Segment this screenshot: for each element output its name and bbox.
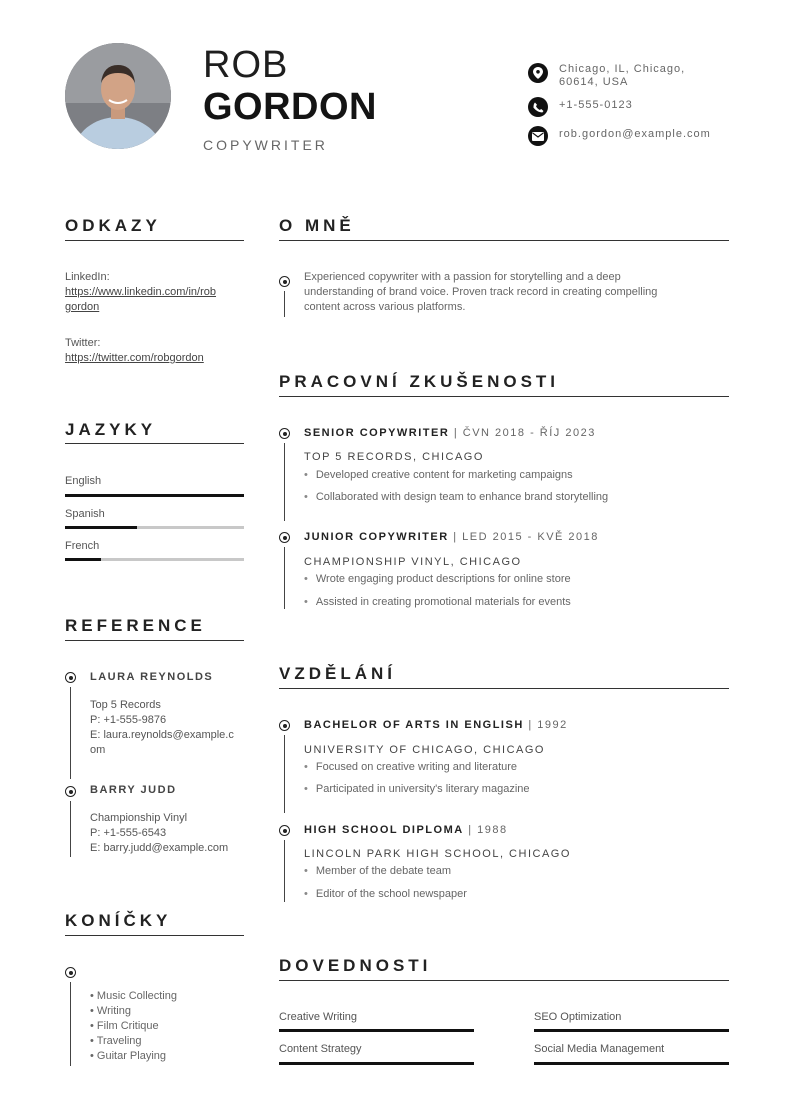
language-label: French — [65, 540, 100, 552]
contact-email — [528, 126, 724, 146]
education-bullet: • Member of the debate team — [304, 865, 451, 877]
experience-divider — [279, 396, 729, 397]
job-heading — [304, 427, 596, 439]
skill-level-fill — [279, 1062, 474, 1065]
skill-level-bar — [279, 1029, 474, 1032]
reference-details — [90, 811, 250, 856]
address-line-2: 60614, USA — [559, 76, 629, 88]
timeline-line — [284, 735, 285, 813]
job-role: SENIOR COPYWRITER — [304, 427, 450, 439]
skills-divider — [279, 980, 729, 981]
location-pin-icon — [528, 63, 548, 83]
link-linkedin — [65, 270, 245, 315]
timeline-line — [284, 840, 285, 902]
links-section-title: ODKAZY — [65, 216, 161, 235]
timeline-line — [284, 443, 285, 521]
profile-photo — [65, 43, 171, 149]
education-school: UNIVERSITY OF CHICAGO, CHICAGO — [304, 744, 545, 756]
skill-level-fill — [534, 1029, 729, 1032]
languages-divider — [65, 443, 244, 444]
reference-email-line-1: E: laura.reynolds@example.c — [90, 729, 234, 741]
job-heading — [304, 531, 599, 543]
skill-level-fill — [534, 1062, 729, 1065]
phone-number: +1-555-0123 — [559, 99, 633, 111]
about-divider — [279, 240, 729, 241]
language-label: English — [65, 475, 102, 487]
skill-level-bar — [534, 1062, 729, 1065]
job-bullet: • Developed creative content for marketing campaigns — [304, 469, 573, 481]
language-level-bar — [65, 494, 244, 497]
skills-section-title: DOVEDNOSTI — [279, 956, 432, 975]
skill-label: Content Strategy — [279, 1043, 362, 1055]
hobby-item: • Guitar Playing — [90, 1050, 166, 1062]
language-level-bar — [65, 558, 244, 561]
education-bullet: • Editor of the school newspaper — [304, 888, 467, 900]
linkedin-url-line-2[interactable]: gordon — [65, 301, 100, 313]
job-company: TOP 5 RECORDS, CHICAGO — [304, 451, 484, 463]
link-twitter — [65, 336, 245, 366]
education-divider — [279, 688, 729, 689]
about-section-title: O MNĚ — [279, 216, 355, 235]
language-level-bar — [65, 526, 244, 529]
skill-level-fill — [279, 1029, 474, 1032]
reference-details — [90, 698, 250, 758]
about-line: content across various platforms. — [304, 301, 466, 313]
education-bullet: • Focused on creative writing and literature — [304, 761, 517, 773]
twitter-url[interactable]: https://twitter.com/robgordon — [65, 352, 204, 364]
about-line: understanding of brand voice. Proven track record in creating compelling — [304, 286, 658, 298]
job-company: CHAMPIONSHIP VINYL, CHICAGO — [304, 556, 522, 568]
hobby-item: • Music Collecting — [90, 990, 177, 1002]
language-label: Spanish — [65, 508, 105, 520]
job-bullet: • Assisted in creating promotional materials for events — [304, 596, 571, 608]
skill-label: SEO Optimization — [534, 1011, 622, 1023]
hobbies-divider — [65, 935, 244, 936]
job-dates: | LED 2015 - KVĚ 2018 — [448, 531, 599, 543]
language-level-fill — [65, 526, 137, 529]
timeline-dot-icon — [65, 672, 76, 683]
email-address: rob.gordon@example.com — [559, 128, 711, 140]
education-heading — [304, 824, 508, 836]
job-bullet: • Wrote engaging product descriptions for online store — [304, 573, 571, 585]
timeline-line — [70, 982, 71, 1066]
address-line-1: Chicago, IL, Chicago, — [559, 63, 686, 75]
timeline-dot-icon — [279, 825, 290, 836]
hobbies-section-title: KONÍČKY — [65, 911, 172, 930]
education-degree: HIGH SCHOOL DIPLOMA — [304, 824, 464, 836]
linkedin-url-line-1[interactable]: https://www.linkedin.com/in/rob — [65, 286, 217, 298]
timeline-dot-icon — [279, 720, 290, 731]
timeline-line — [70, 801, 71, 857]
reference-email-line-1: E: barry.judd@example.com — [90, 842, 229, 854]
languages-section-title: JAZYKY — [65, 420, 157, 439]
reference-company: Championship Vinyl — [90, 812, 188, 824]
education-year: | 1992 — [523, 719, 568, 731]
timeline-dot-icon — [279, 428, 290, 439]
timeline-line — [70, 687, 71, 779]
skill-label: Creative Writing — [279, 1011, 358, 1023]
hobby-item: • Traveling — [90, 1035, 142, 1047]
timeline-dot-icon — [279, 276, 290, 287]
links-divider — [65, 240, 244, 241]
phone-icon — [528, 97, 548, 117]
hobbies-list — [90, 989, 177, 1064]
timeline-dot-icon — [65, 967, 76, 978]
education-section-title: VZDĚLÁNÍ — [279, 664, 396, 683]
job-dates: | ČVN 2018 - ŘÍJ 2023 — [449, 427, 596, 439]
references-section-title: REFERENCE — [65, 616, 206, 635]
job-bullet: • Collaborated with design team to enhance brand storytelling — [304, 491, 608, 503]
contact-phone — [528, 97, 724, 117]
education-bullet: • Participated in university's literary magazine — [304, 783, 530, 795]
reference-name: LAURA REYNOLDS — [90, 671, 214, 683]
timeline-dot-icon — [279, 532, 290, 543]
reference-company: Top 5 Records — [90, 699, 161, 711]
education-school: LINCOLN PARK HIGH SCHOOL, CHICAGO — [304, 848, 571, 860]
link-label: Twitter: — [65, 337, 101, 349]
about-line: Experienced copywriter with a passion for storytelling and a deep — [304, 271, 621, 283]
timeline-dot-icon — [65, 786, 76, 797]
skill-label: Social Media Management — [534, 1043, 665, 1055]
reference-phone: P: +1-555-6543 — [90, 827, 167, 839]
last-name: GORDON — [203, 86, 377, 128]
reference-phone: P: +1-555-9876 — [90, 714, 167, 726]
skill-level-bar — [534, 1029, 729, 1032]
reference-email-line-2: om — [90, 744, 106, 756]
envelope-icon — [528, 126, 548, 146]
references-divider — [65, 640, 244, 641]
link-label: LinkedIn: — [65, 271, 110, 283]
job-title: COPYWRITER — [203, 137, 328, 153]
hobby-item: • Film Critique — [90, 1020, 159, 1032]
education-degree: BACHELOR OF ARTS IN ENGLISH — [304, 719, 524, 731]
contact-address — [528, 63, 724, 89]
experience-section-title: PRACOVNÍ ZKUŠENOSTI — [279, 372, 560, 391]
first-name: ROB — [203, 44, 289, 86]
about-text — [304, 270, 734, 315]
education-year: | 1988 — [463, 824, 508, 836]
language-level-fill — [65, 558, 101, 561]
language-level-fill — [65, 494, 244, 497]
education-heading — [304, 719, 568, 731]
timeline-line — [284, 291, 285, 317]
hobby-item: • Writing — [90, 1005, 131, 1017]
job-role: JUNIOR COPYWRITER — [304, 531, 449, 543]
reference-name: BARRY JUDD — [90, 784, 177, 796]
skill-level-bar — [279, 1062, 474, 1065]
timeline-line — [284, 547, 285, 609]
